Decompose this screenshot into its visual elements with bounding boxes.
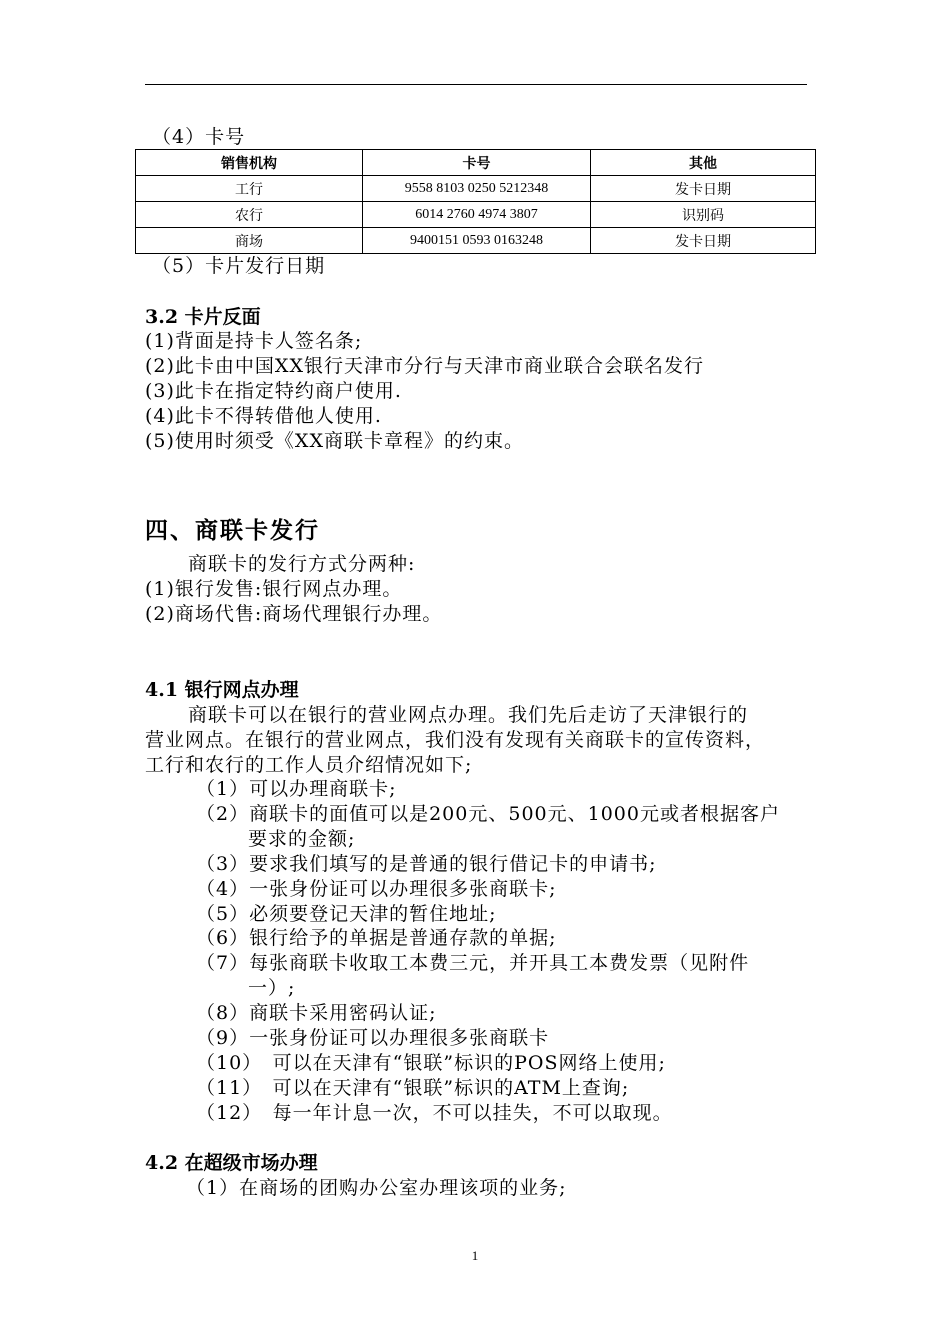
list-item: (2)此卡由中国XX银行天津市分行与天津市商业联合会联名发行 [145, 355, 704, 377]
list-item: （11） 可以在天津有“银联”标识的ATM上查询; [196, 1077, 630, 1099]
section-4-2-heading: 4.2 在超级市场办理 [145, 1152, 318, 1174]
page-number: 1 [471, 1248, 479, 1263]
table-row [136, 202, 816, 228]
table-cell: 发卡日期 [591, 176, 816, 202]
table-header-row [136, 150, 816, 176]
list-item: （1）在商场的团购办公室办理该项的业务; [186, 1177, 567, 1199]
paragraph-line: 工行和农行的工作人员介绍情况如下; [145, 754, 473, 776]
chapter-4-intro: 商联卡的发行方式分两种: [188, 553, 416, 575]
chapter-4-heading: 四、商联卡发行 [145, 517, 320, 544]
section-4-card-number-title: （4）卡号 [152, 126, 246, 148]
list-item: （12） 每一年计息一次，不可以挂失，不可以取现。 [196, 1102, 673, 1124]
list-item: （9）一张身份证可以办理很多张商联卡 [196, 1027, 550, 1049]
table-cell: 识别码 [591, 202, 816, 228]
table-header-cell: 其他 [591, 150, 816, 176]
table-row [136, 228, 816, 254]
paragraph-line: 商联卡可以在银行的营业网点办理。我们先后走访了天津银行的 [188, 704, 749, 726]
table-header-cell: 卡号 [363, 150, 591, 176]
list-item: (1)银行发售:银行网点办理。 [145, 578, 403, 600]
header-rule [145, 84, 807, 85]
list-item: （2）商联卡的面值可以是200元、500元、1000元或者根据客户 [196, 803, 780, 825]
table-cell: 发卡日期 [591, 228, 816, 254]
list-item: (2)商场代售:商场代理银行办理。 [145, 603, 443, 625]
table-cell: 农行 [136, 202, 363, 228]
table-header-cell: 销售机构 [136, 150, 363, 176]
list-item: (3)此卡在指定特约商户使用. [145, 380, 402, 402]
list-item: (4)此卡不得转借他人使用. [145, 405, 382, 427]
section-5-issue-date-title: （5）卡片发行日期 [152, 255, 326, 277]
table-cell: 商场 [136, 228, 363, 254]
table-cell: 工行 [136, 176, 363, 202]
list-item: （7）每张商联卡收取工本费三元，并开具工本费发票（见附件 [196, 952, 750, 974]
list-item-continuation: 要求的金额; [248, 828, 356, 850]
list-item: （1）可以办理商联卡; [196, 778, 397, 800]
table-row [136, 176, 816, 202]
list-item: （4）一张身份证可以办理很多张商联卡; [196, 878, 557, 900]
list-item: (5)使用时须受《XX商联卡章程》的约束。 [145, 430, 524, 452]
list-item: （8）商联卡采用密码认证; [196, 1002, 437, 1024]
paragraph-line: 营业网点。在银行的营业网点，我们没有发现有关商联卡的宣传资料， [145, 729, 766, 751]
list-item: （6）银行给予的单据是普通存款的单据; [196, 927, 557, 949]
list-item: （3）要求我们填写的是普通的银行借记卡的申请书; [196, 853, 657, 875]
table-cell: 6014 2760 4974 3807 [363, 202, 591, 228]
table-cell: 9400151 0593 0163248 [363, 228, 591, 254]
table-cell: 9558 8103 0250 5212348 [363, 176, 591, 202]
section-4-1-heading: 4.1 银行网点办理 [145, 679, 299, 701]
list-item: （5）必须要登记天津的暂住地址; [196, 903, 497, 925]
list-item-continuation: 一）; [248, 977, 296, 999]
section-3-2-heading: 3.2 卡片反面 [145, 306, 261, 328]
list-item: (1)背面是持卡人签名条; [145, 330, 363, 352]
card-number-table [135, 149, 816, 254]
list-item: （10） 可以在天津有“银联”标识的POS网络上使用; [196, 1052, 666, 1074]
